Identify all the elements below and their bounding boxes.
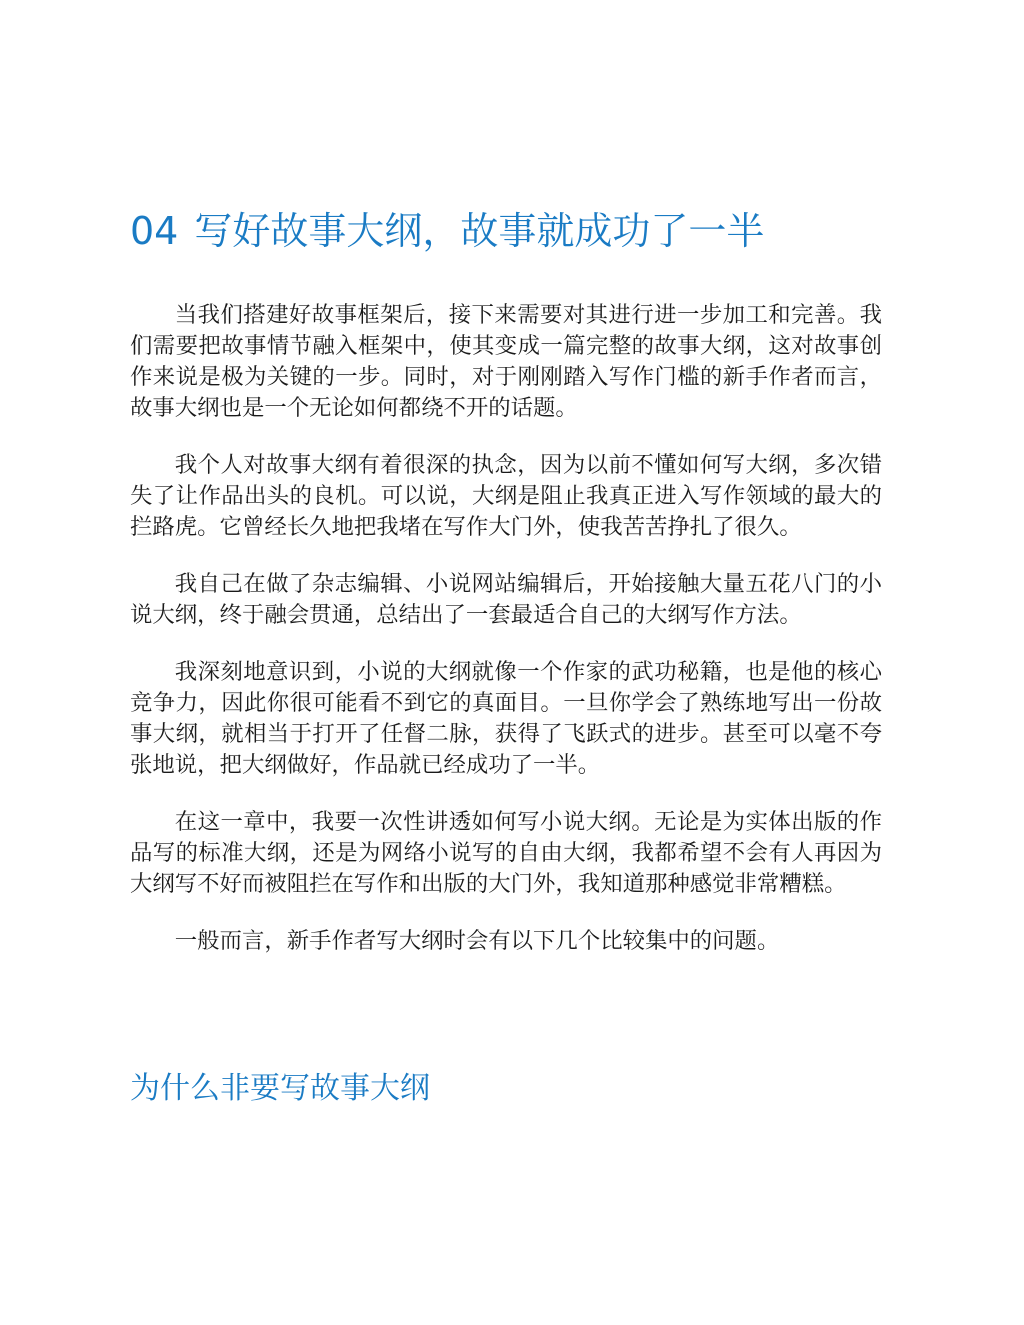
paragraph: 我深刻地意识到，小说的大纲就像一个作家的武功秘籍，也是他的核心竞争力，因此你很可能看不到它的真面目。一旦你学会了熟练地写出一份故事大纲，就相当于打开了任督二脉，获得了飞跃式的进步。甚至可以毫不夸张地说，把大纲做好，作品就已经成功了一半。 <box>130 659 882 778</box>
section-title: 为什么非要写故事大纲 <box>130 1071 430 1106</box>
body-text <box>130 300 882 983</box>
paragraph: 在这一章中，我要一次性讲透如何写小说大纲。无论是为实体出版的作品写的标准大纲，还是为网络小说写的自由大纲，我都希望不会有人再因为大纲写不好而被阻拦在写作和出版的大门外，我知道那种感觉非常糟糕。 <box>130 809 882 897</box>
chapter-title-text: 写好故事大纲，故事就成功了一半 <box>194 209 765 253</box>
paragraph: 一般而言，新手作者写大纲时会有以下几个比较集中的问题。 <box>174 928 780 954</box>
paragraph: 我自己在做了杂志编辑、小说网站编辑后，开始接触大量五花八门的小说大纲，终于融会贯通，总结出了一套最适合自己的大纲写作方法。 <box>130 571 882 628</box>
paragraph: 我个人对故事大纲有着很深的执念，因为以前不懂如何写大纲，多次错失了让作品出头的良机。可以说，大纲是阻止我真正进入写作领域的最大的拦路虎。它曾经长久地把我堵在写作大门外，使我苦苦挣扎了很久。 <box>130 452 882 540</box>
paragraph: 当我们搭建好故事框架后，接下来需要对其进行进一步加工和完善。我们需要把故事情节融入框架中，使其变成一篇完整的故事大纲，这对故事创作来说是极为关键的一步。同时，对于刚刚踏入写作门槛的新手作者而言，故事大纲也是一个无论如何都绕不开的话题。 <box>130 302 882 421</box>
chapter-number: 04 <box>130 209 179 253</box>
chapter-title <box>130 205 930 257</box>
